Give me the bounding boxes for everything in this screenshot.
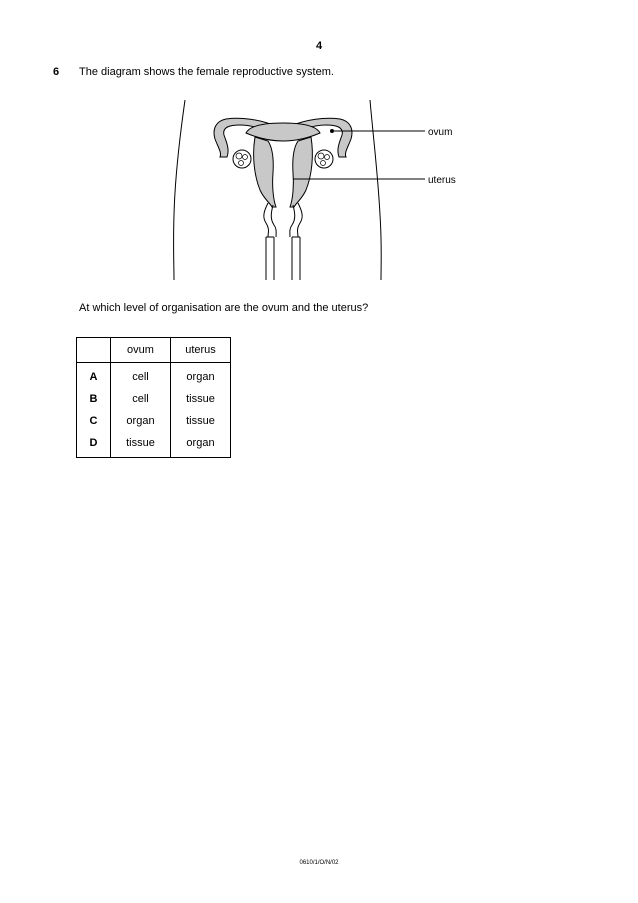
- table-row: [77, 410, 231, 432]
- question-number: 6: [53, 66, 60, 78]
- uterus-wall-right: [290, 137, 312, 207]
- vagina: [266, 237, 300, 280]
- uterus-label: uterus: [428, 175, 456, 186]
- body-outline-left: [174, 100, 185, 280]
- ovum-label: ovum: [428, 127, 453, 138]
- header-cell-blank: [77, 338, 111, 363]
- option-ovum: tissue: [111, 432, 171, 458]
- option-letter: A: [77, 363, 111, 389]
- table-row: [77, 363, 231, 389]
- option-ovum: cell: [111, 388, 171, 410]
- option-uterus: tissue: [171, 410, 231, 432]
- option-letter: C: [77, 410, 111, 432]
- ovum-dot: [330, 129, 334, 133]
- option-letter: D: [77, 432, 111, 458]
- reproductive-system-diagram: [160, 95, 480, 285]
- option-uterus: tissue: [171, 388, 231, 410]
- page-footer: 0610/1/O/N/02: [299, 860, 339, 866]
- body-outline-right: [370, 100, 381, 280]
- option-uterus: organ: [171, 363, 231, 389]
- table-row: [77, 388, 231, 410]
- table-row: [77, 432, 231, 458]
- ovary-left: [233, 150, 251, 168]
- answer-options-table: [76, 337, 231, 458]
- uterus-wall-left: [254, 137, 276, 207]
- page-number: 4: [315, 40, 323, 52]
- ovary-right: [315, 150, 333, 168]
- header-cell-uterus: uterus: [171, 338, 231, 363]
- option-ovum: cell: [111, 363, 171, 389]
- option-uterus: organ: [171, 432, 231, 458]
- question-stem: The diagram shows the female reproductive system.: [79, 66, 334, 78]
- header-cell-ovum: ovum: [111, 338, 171, 363]
- option-ovum: organ: [111, 410, 171, 432]
- question-prompt: At which level of organisation are the ovum and the uterus?: [79, 302, 369, 314]
- cervix: [264, 203, 302, 237]
- table-header-row: [77, 338, 231, 363]
- option-letter: B: [77, 388, 111, 410]
